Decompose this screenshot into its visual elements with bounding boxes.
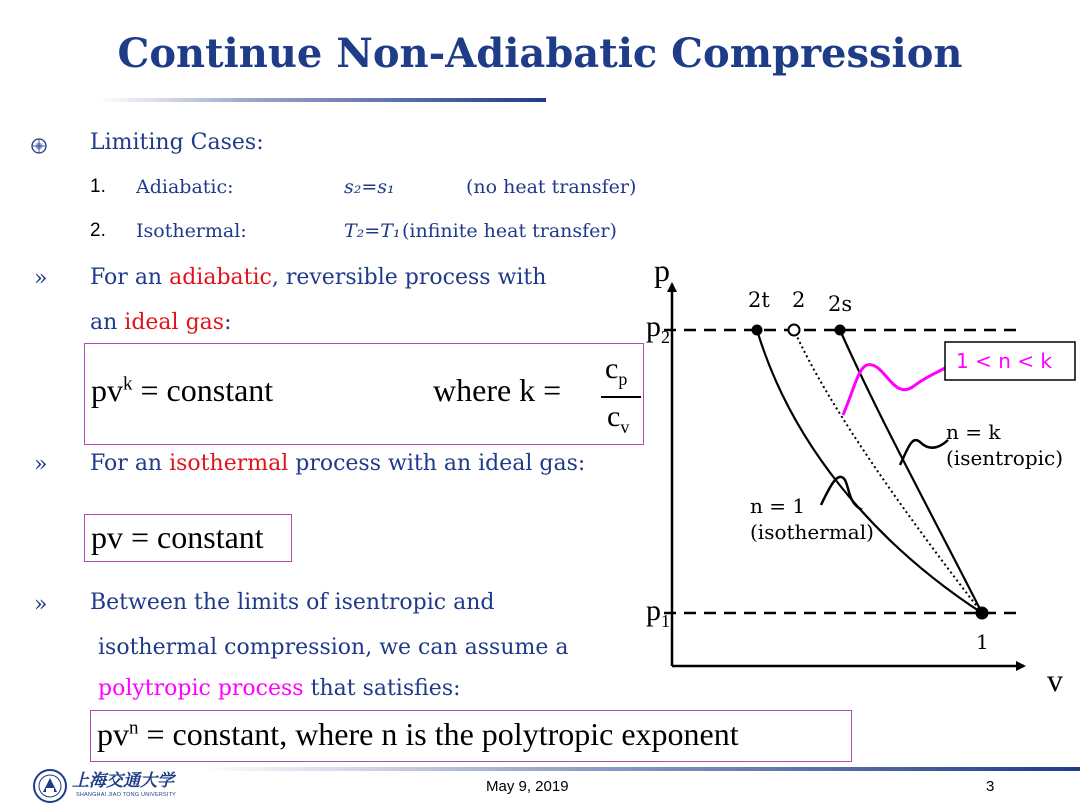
- p1-subscript: 1: [661, 611, 670, 631]
- chevron-bullet-icon: »: [34, 452, 48, 477]
- university-name-cn: 上海交通大学: [72, 771, 174, 791]
- p1-label: [646, 594, 670, 632]
- between-line-1: Between the limits of isentropic and: [90, 590, 495, 615]
- isentropic-leader: [900, 440, 948, 465]
- eq1-numerator-c: c: [605, 352, 619, 385]
- between-line-2: isothermal compression, we can assume a: [98, 635, 569, 660]
- point-2s: [835, 325, 846, 336]
- case1-label: Adiabatic:: [136, 176, 234, 198]
- polytropic-post: that satisfies:: [303, 676, 461, 701]
- eq1-exponent: k: [123, 373, 133, 395]
- point-1: [976, 607, 989, 620]
- iso-pre: For an: [90, 451, 170, 476]
- label-2s: 2s: [828, 292, 853, 316]
- p-axis-label: p: [654, 252, 670, 288]
- slide-title: Continue Non-Adiabatic Compression: [117, 30, 963, 77]
- isothermal-equation: pv = constant: [91, 519, 264, 555]
- case1-number: 1.: [90, 176, 106, 197]
- page-number: 3: [986, 778, 995, 795]
- university-name-en: SHANGHAI JIAO TONG UNIVERSITY: [76, 792, 177, 798]
- iso-word: isothermal: [169, 451, 289, 476]
- eq1-left: pv: [91, 372, 123, 408]
- limiting-cases-heading: Limiting Cases:: [90, 130, 264, 155]
- poly-range-label: 1 < n < k: [956, 349, 1052, 373]
- label-1: 1: [976, 630, 989, 654]
- case2-number: 2.: [90, 220, 106, 241]
- ideal-word: ideal gas: [124, 310, 225, 335]
- adiabatic-word: adiabatic: [169, 265, 272, 290]
- footer-rule: [200, 767, 1080, 771]
- p2-subscript: 2: [661, 327, 670, 347]
- case1-equation: s₂=s₁: [344, 176, 395, 198]
- ideal-post: :: [224, 310, 232, 335]
- case2-equation: T₂=T₁: [344, 220, 401, 242]
- chevron-bullet-icon: »: [34, 266, 48, 291]
- point-2: [789, 325, 800, 336]
- eq3-left: pv: [97, 716, 129, 752]
- isentropic-label: (isentropic): [946, 446, 1064, 470]
- label-2t: 2t: [748, 288, 770, 312]
- case2-label: Isothermal:: [136, 220, 247, 242]
- eq3-exponent: n: [129, 717, 139, 739]
- n-equals-k-label: n = k: [946, 420, 1001, 444]
- v-axis-label: v: [1047, 662, 1063, 698]
- isothermal-leader: [821, 477, 862, 510]
- p2-letter: p: [646, 310, 661, 343]
- chevron-bullet-icon: »: [34, 592, 48, 617]
- iso-post: process with an ideal gas:: [288, 451, 586, 476]
- eq1-where: where k =: [433, 372, 562, 408]
- case1-note: (no heat transfer): [466, 176, 637, 198]
- adiabatic-pre: For an: [90, 265, 170, 290]
- university-seal-icon: [32, 768, 68, 804]
- point-2t: [752, 325, 763, 336]
- eq3-rest: = constant, where n is the polytropic exponent: [138, 716, 739, 752]
- eq1-denominator-c: c: [607, 400, 621, 433]
- eq1-rest: = constant: [132, 372, 274, 408]
- polytropic-word: polytropic process: [98, 676, 304, 701]
- eq1-numerator-sub: p: [618, 369, 628, 389]
- isothermal-label: (isothermal): [750, 520, 874, 544]
- ideal-pre: an: [90, 310, 125, 335]
- n-equals-1-label: n = 1: [750, 494, 806, 518]
- p2-label: [646, 310, 670, 348]
- p1-letter: p: [646, 594, 661, 627]
- label-2: 2: [792, 288, 806, 312]
- eq1-denominator-sub: v: [620, 417, 630, 437]
- case2-note: (infinite heat transfer): [402, 220, 617, 242]
- footer-date: May 9, 2019: [486, 778, 569, 795]
- adiabatic-post: , reversible process with: [271, 265, 547, 290]
